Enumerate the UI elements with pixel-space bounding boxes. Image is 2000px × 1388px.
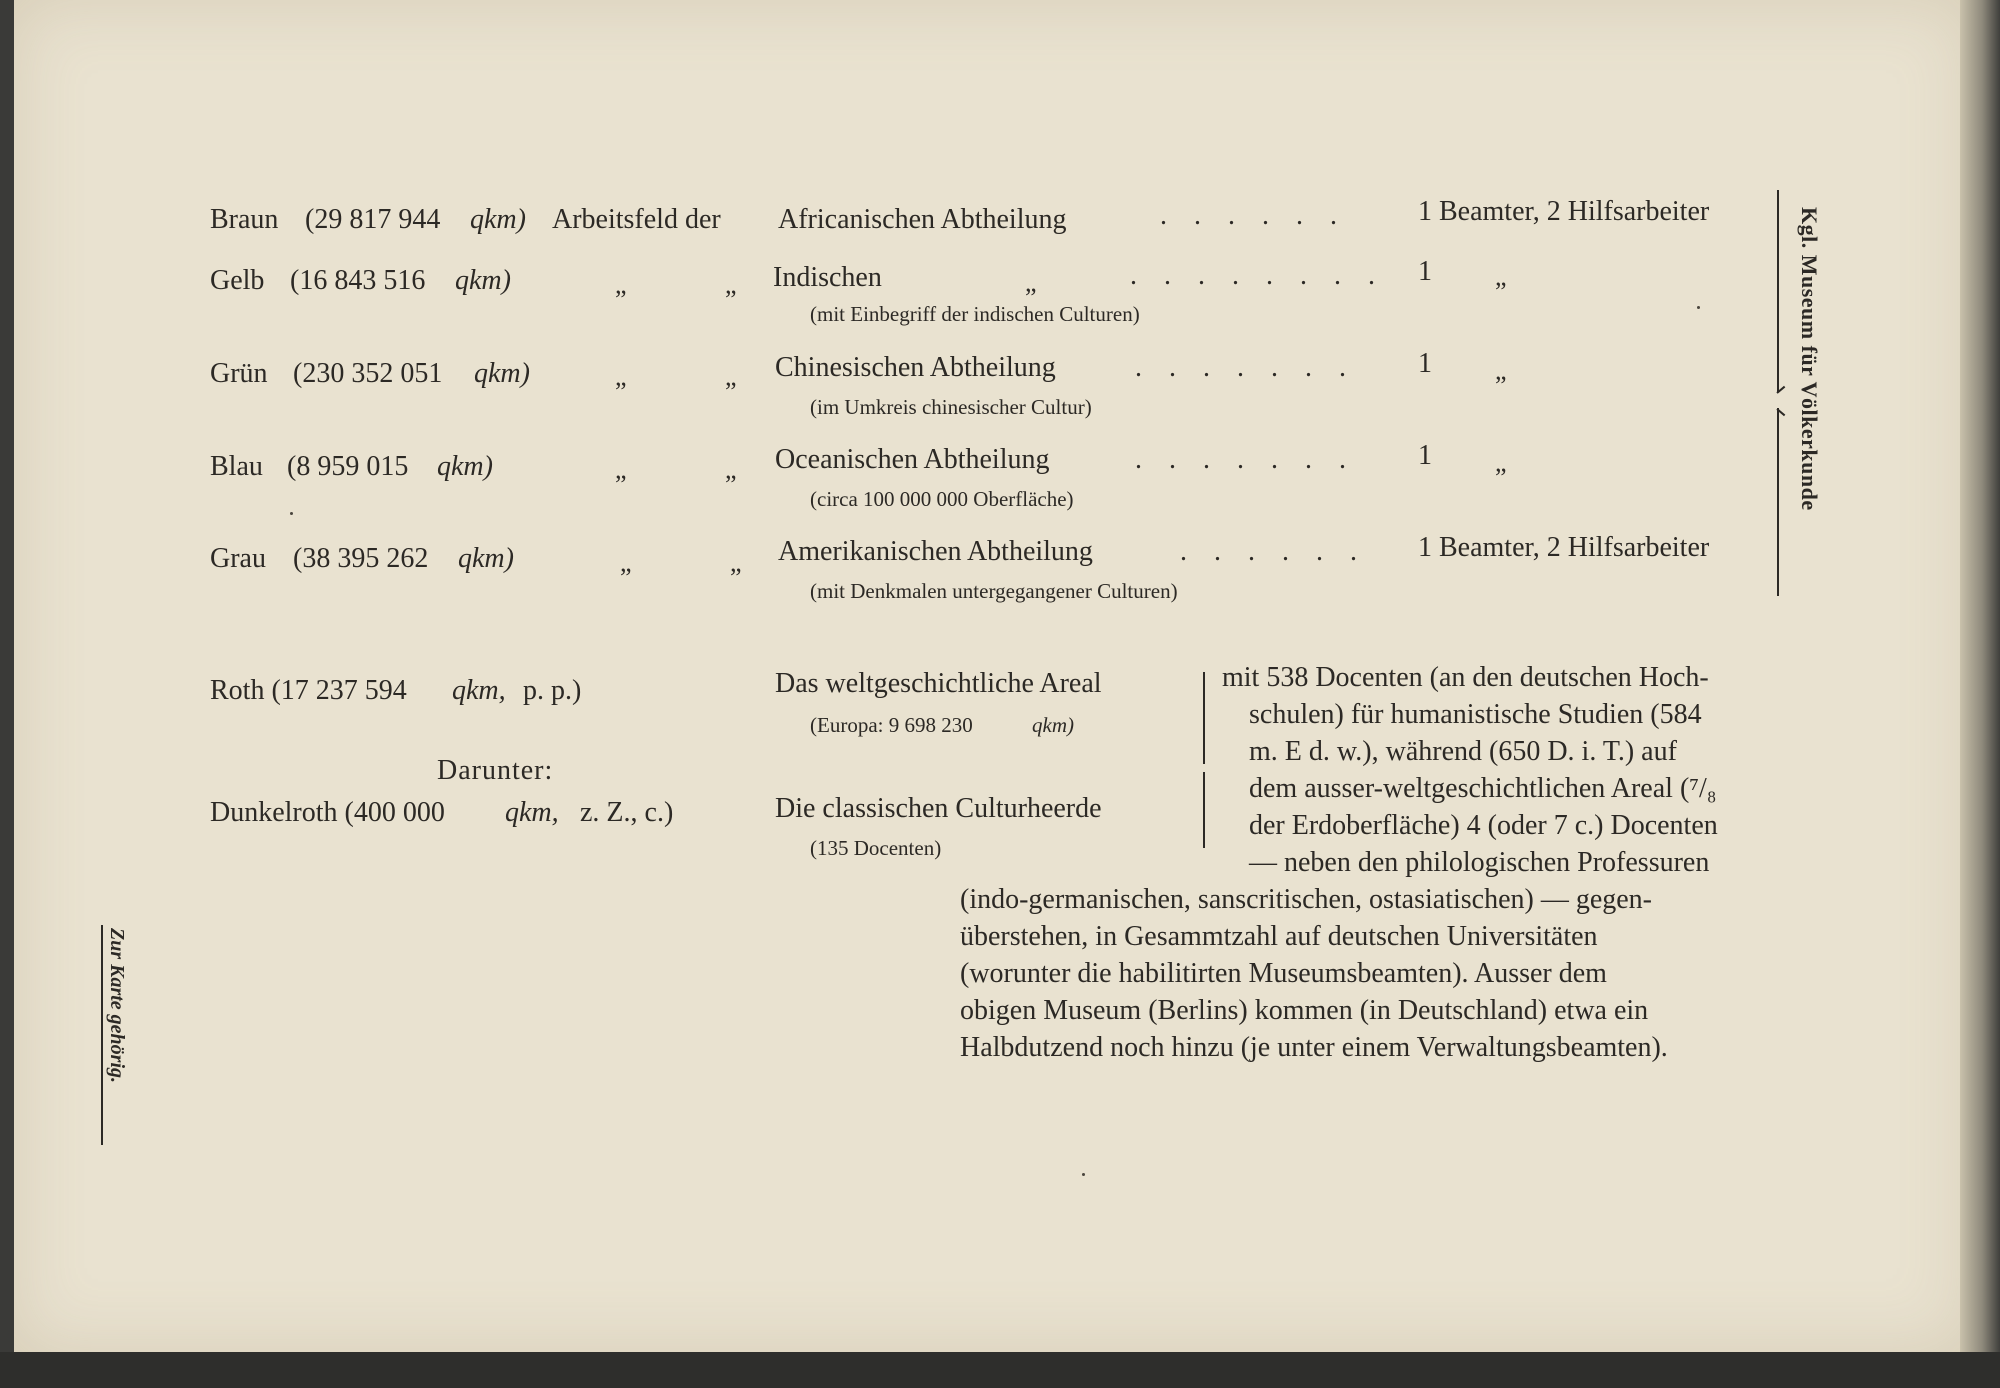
ditto-mark: „ bbox=[725, 455, 737, 484]
paragraph-line: — neben den philologischen Professuren bbox=[1249, 847, 1710, 878]
europa-unit: qkm) bbox=[1032, 713, 1074, 737]
leader-dots: . . . . . . bbox=[1180, 536, 1367, 567]
paragraph-line: der Erdoberfläche) 4 (oder 7 c.) Docenten bbox=[1249, 810, 1718, 841]
roth-tail: p. p.) bbox=[523, 675, 582, 706]
leader-dots: . . . . . . . . bbox=[1130, 260, 1385, 291]
row-unit-gelb: qkm) bbox=[455, 265, 511, 296]
museum-sidebar-label: Kgl. Museum für Völkerkunde bbox=[1797, 207, 1822, 511]
paragraph-line: dem ausser-weltgeschichtlichen Areal (⁷/₈ bbox=[1249, 773, 1717, 804]
roth-unit: qkm, bbox=[452, 675, 506, 706]
row-unit-blau: qkm) bbox=[437, 451, 493, 482]
areal-label: Das weltgeschichtliche Areal bbox=[775, 668, 1102, 699]
paragraph-line: mit 538 Docenten (an den deutschen Hoch- bbox=[1222, 662, 1709, 693]
brace-line-bottom bbox=[1777, 408, 1779, 596]
ditto-mark: „ bbox=[620, 548, 632, 577]
margin-note: Zur Karte gehörig. bbox=[106, 928, 128, 1084]
row-staff-gruen: 1 bbox=[1418, 348, 1432, 379]
row-staff-braun: 1 Beamter, 2 Hilfsarbeiter bbox=[1418, 196, 1710, 227]
brace-line-top bbox=[1777, 190, 1779, 392]
page-edge bbox=[1960, 0, 2000, 1352]
row-area-braun: (29 817 944 bbox=[305, 204, 441, 235]
paragraph-line: (worunter die habilitirten Museumsbeamten). Ausser dem bbox=[960, 958, 1607, 989]
row-dept-grau: Amerikanischen Abtheilung bbox=[778, 536, 1093, 567]
book-binding bbox=[0, 1352, 2000, 1388]
ditto-mark: „ bbox=[1495, 262, 1507, 291]
paper-speck bbox=[290, 512, 293, 515]
middle-brace-bottom bbox=[1203, 772, 1205, 848]
dunkelroth-unit: qkm, bbox=[505, 797, 559, 828]
paper-speck bbox=[1697, 306, 1700, 309]
row-color-gruen: Grün bbox=[210, 358, 268, 389]
row-area-gruen: (230 352 051 bbox=[293, 358, 443, 389]
paragraph-line: m. E d. w.), während (650 D. i. T.) auf bbox=[1249, 736, 1677, 767]
row-unit-gruen: qkm) bbox=[474, 358, 530, 389]
ditto-mark: „ bbox=[615, 362, 627, 391]
row-color-braun: Braun bbox=[210, 204, 279, 235]
dunkelroth-tail: z. Z., c.) bbox=[580, 797, 674, 828]
row-dept-gruen: Chinesischen Abtheilung bbox=[775, 352, 1056, 383]
paragraph-lower bbox=[960, 881, 1820, 1066]
row-color-blau: Blau bbox=[210, 451, 263, 482]
ditto-mark: „ bbox=[725, 270, 737, 299]
row-area-grau: (38 395 262 bbox=[293, 543, 429, 574]
docenten-label: (135 Docenten) bbox=[810, 836, 942, 860]
ditto-mark: „ bbox=[1495, 356, 1507, 385]
culturheerde-label: Die classischen Culturheerde bbox=[775, 793, 1102, 824]
row-note-gruen: (im Umkreis chinesischer Cultur) bbox=[810, 395, 1092, 419]
middle-brace-top bbox=[1203, 672, 1205, 764]
ditto-mark: „ bbox=[615, 455, 627, 484]
paragraph-upper bbox=[1222, 659, 1819, 881]
row-area-blau: (8 959 015 bbox=[287, 451, 409, 482]
row-dept-braun: Africanischen Abtheilung bbox=[778, 204, 1067, 235]
ditto-mark: „ bbox=[1495, 448, 1507, 477]
darunter-label: Darunter: bbox=[437, 755, 554, 786]
row-color-gelb: Gelb bbox=[210, 265, 265, 296]
row-field-braun: Arbeitsfeld der bbox=[552, 204, 721, 235]
row-staff-gelb: 1 bbox=[1418, 256, 1432, 287]
paragraph-line: (indo-germanischen, sanscritischen, ostasiatischen) — gegen- bbox=[960, 884, 1653, 915]
row-dept-blau: Oceanischen Abtheilung bbox=[775, 444, 1050, 475]
leader-dots: . . . . . . . bbox=[1135, 352, 1356, 383]
row-staff-blau: 1 bbox=[1418, 440, 1432, 471]
roth-label: Roth (17 237 594 bbox=[210, 675, 407, 706]
paragraph-line: obigen Museum (Berlins) kommen (in Deutschland) etwa ein bbox=[960, 995, 1649, 1026]
row-note-blau: (circa 100 000 000 Oberfläche) bbox=[810, 487, 1074, 511]
row-area-gelb: (16 843 516 bbox=[290, 265, 426, 296]
ditto-mark: „ bbox=[615, 270, 627, 299]
row-unit-grau: qkm) bbox=[458, 543, 514, 574]
row-note-grau: (mit Denkmalen untergegangener Culturen) bbox=[810, 579, 1178, 603]
dunkelroth-label: Dunkelroth (400 000 bbox=[210, 797, 445, 828]
paragraph-line: Halbdutzend noch hinzu (je unter einem Verwaltungsbeamten). bbox=[960, 1032, 1668, 1063]
row-color-grau: Grau bbox=[210, 543, 266, 574]
row-staff-grau: 1 Beamter, 2 Hilfsarbeiter bbox=[1418, 532, 1710, 563]
ditto-mark: „ bbox=[725, 362, 737, 391]
row-note-gelb: (mit Einbegriff der indischen Culturen) bbox=[810, 302, 1140, 326]
paper-speck bbox=[1082, 1173, 1085, 1176]
leader-dots: . . . . . . bbox=[1160, 200, 1347, 231]
europa-label: (Europa: 9 698 230 bbox=[810, 713, 973, 737]
paragraph-line: schulen) für humanistische Studien (584 bbox=[1249, 699, 1702, 730]
paragraph-line: überstehen, in Gesammtzahl auf deutschen Universitäten bbox=[960, 921, 1598, 952]
row-unit-braun: qkm) bbox=[470, 204, 526, 235]
ditto-mark: „ bbox=[1025, 268, 1037, 297]
row-dept-gelb: Indischen bbox=[773, 262, 882, 293]
margin-rule bbox=[101, 925, 103, 1145]
leader-dots: . . . . . . . bbox=[1135, 444, 1356, 475]
ditto-mark: „ bbox=[730, 548, 742, 577]
